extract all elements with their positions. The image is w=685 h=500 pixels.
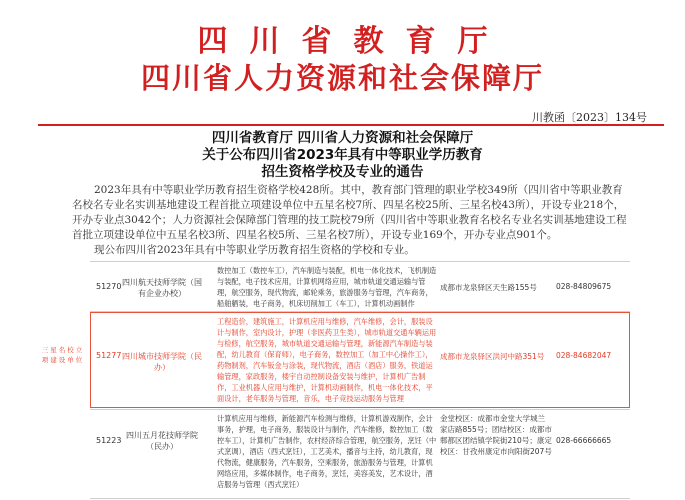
red-divider <box>38 124 664 126</box>
title-line-2: 关于公布四川省2023年具有中等职业学历教育 <box>202 147 483 163</box>
majors-list: 数控加工（数控车工），汽车制造与装配，机电一体化技术，飞机制造与装配，电子技术应用，计算机网络应用，城市轨道交通运输与管理，航空服务，现代物流，邮轮乘务，旅游服务与管理，汽车商务，船舶舾装，电子商务，机床切削加工（车工），计算机动画制作 <box>217 266 437 308</box>
school-name: 四川五月花技师学院（民办） <box>126 431 198 451</box>
school-code: 51277 <box>96 351 122 360</box>
school-address: 成都市龙泉驿区天生路155号 <box>440 283 537 292</box>
notice-title <box>0 130 685 181</box>
table-line <box>90 409 630 410</box>
school-phone: 028-84682047 <box>556 351 612 360</box>
document-number: 川教函〔2023〕134号 <box>532 111 647 124</box>
letterhead <box>0 0 685 102</box>
title-line-3: 招生资格学校及专业的通告 <box>261 164 424 180</box>
school-name: 四川航天技师学院（国有企业办校） <box>122 278 202 298</box>
school-address: 金堂校区：成都市金堂大学城兰家店路855号；团结校区：成都市郫都区团结镇学院街210号；康定校区：甘孜州康定市向阳街207号 <box>440 414 552 456</box>
body-paragraph-1: 2023年具有中等职业学历教育招生资格学校428所。其中，教育部门管理的职业学校349所（四川省中等职业教育名校名专业名实训基地建设工程首批立项建设单位中五星名校7所、四星名校25所、三星名校43所），开设专业218个，开办专业点3042个；人力资源社会保障部门管理的技工院校79所（四川省中等职业教育名校名专业名实训基地建设工程首批立项建设单位中五星名校3所、四星名校5所、三星名校7所），开设专业169个，开办专业点901个。 <box>72 184 627 241</box>
body-paragraph-2: 现公布四川省2023年具有中等职业学历教育招生资格的学校和专业。 <box>94 244 415 256</box>
table-line <box>90 261 630 262</box>
school-code: 51270 <box>96 282 122 291</box>
title-line-1: 四川省教育厅 四川省人力资源和社会保障厅 <box>211 130 474 146</box>
majors-list: 工程造价，建筑施工，计算机应用与维修，汽车维修，会计，服装设计与制作，室内设计，护理（非医药卫生类），城市轨道交通车辆运用与检修，航空服务，城市轨道交通运输与管理，新能源汽车制造与装配，幼儿教育（保育师），电子商务，数控加工（加工中心操作工），药物制剂，汽车钣金与涂装，现代物流，酒店（酒店）服务，铁道运输管理，家政服务，楼宇自动控制设备安装与维护，计算机广告制作，工业机器人应用与维护，计算机动画制作，机电一体化技术，平面设计，老年服务与管理，音乐，电子竞技运动服务与管理 <box>217 317 437 403</box>
letterhead-line-hr-dept: 四川省人力资源和社会保障厅 <box>140 61 544 95</box>
star-school-note: 三星名校立项建设单位 <box>41 346 85 364</box>
school-address: 成都市龙泉驿区洪河中路351号 <box>440 352 545 361</box>
school-phone: 028-84809675 <box>556 282 612 291</box>
table-line <box>90 498 630 499</box>
letterhead-line-education-dept: 四川省教育厅 <box>197 24 510 59</box>
school-phone: 028-66666665 <box>556 436 612 445</box>
school-code: 51223 <box>96 436 122 445</box>
school-name: 四川城市技师学院（民办） <box>122 352 202 372</box>
majors-list: 计算机应用与维修，新能源汽车检测与维修，计算机游戏制作，会计事务，护理，电子商务，服装设计与制作，汽车维修，数控加工（数控车工），计算机广告制作，农村经济综合管理，航空服务，烹饪（中式烹调），酒店（西式烹饪），工艺美术，播音与主持，幼儿教育，现代物流，健康服务，汽车服务，空乘服务，旅游服务与管理，计算机网络应用，多媒体制作，电子商务，烹饪，美容美发，艺术设计，酒店服务与管理（西式烹饪） <box>217 414 437 489</box>
